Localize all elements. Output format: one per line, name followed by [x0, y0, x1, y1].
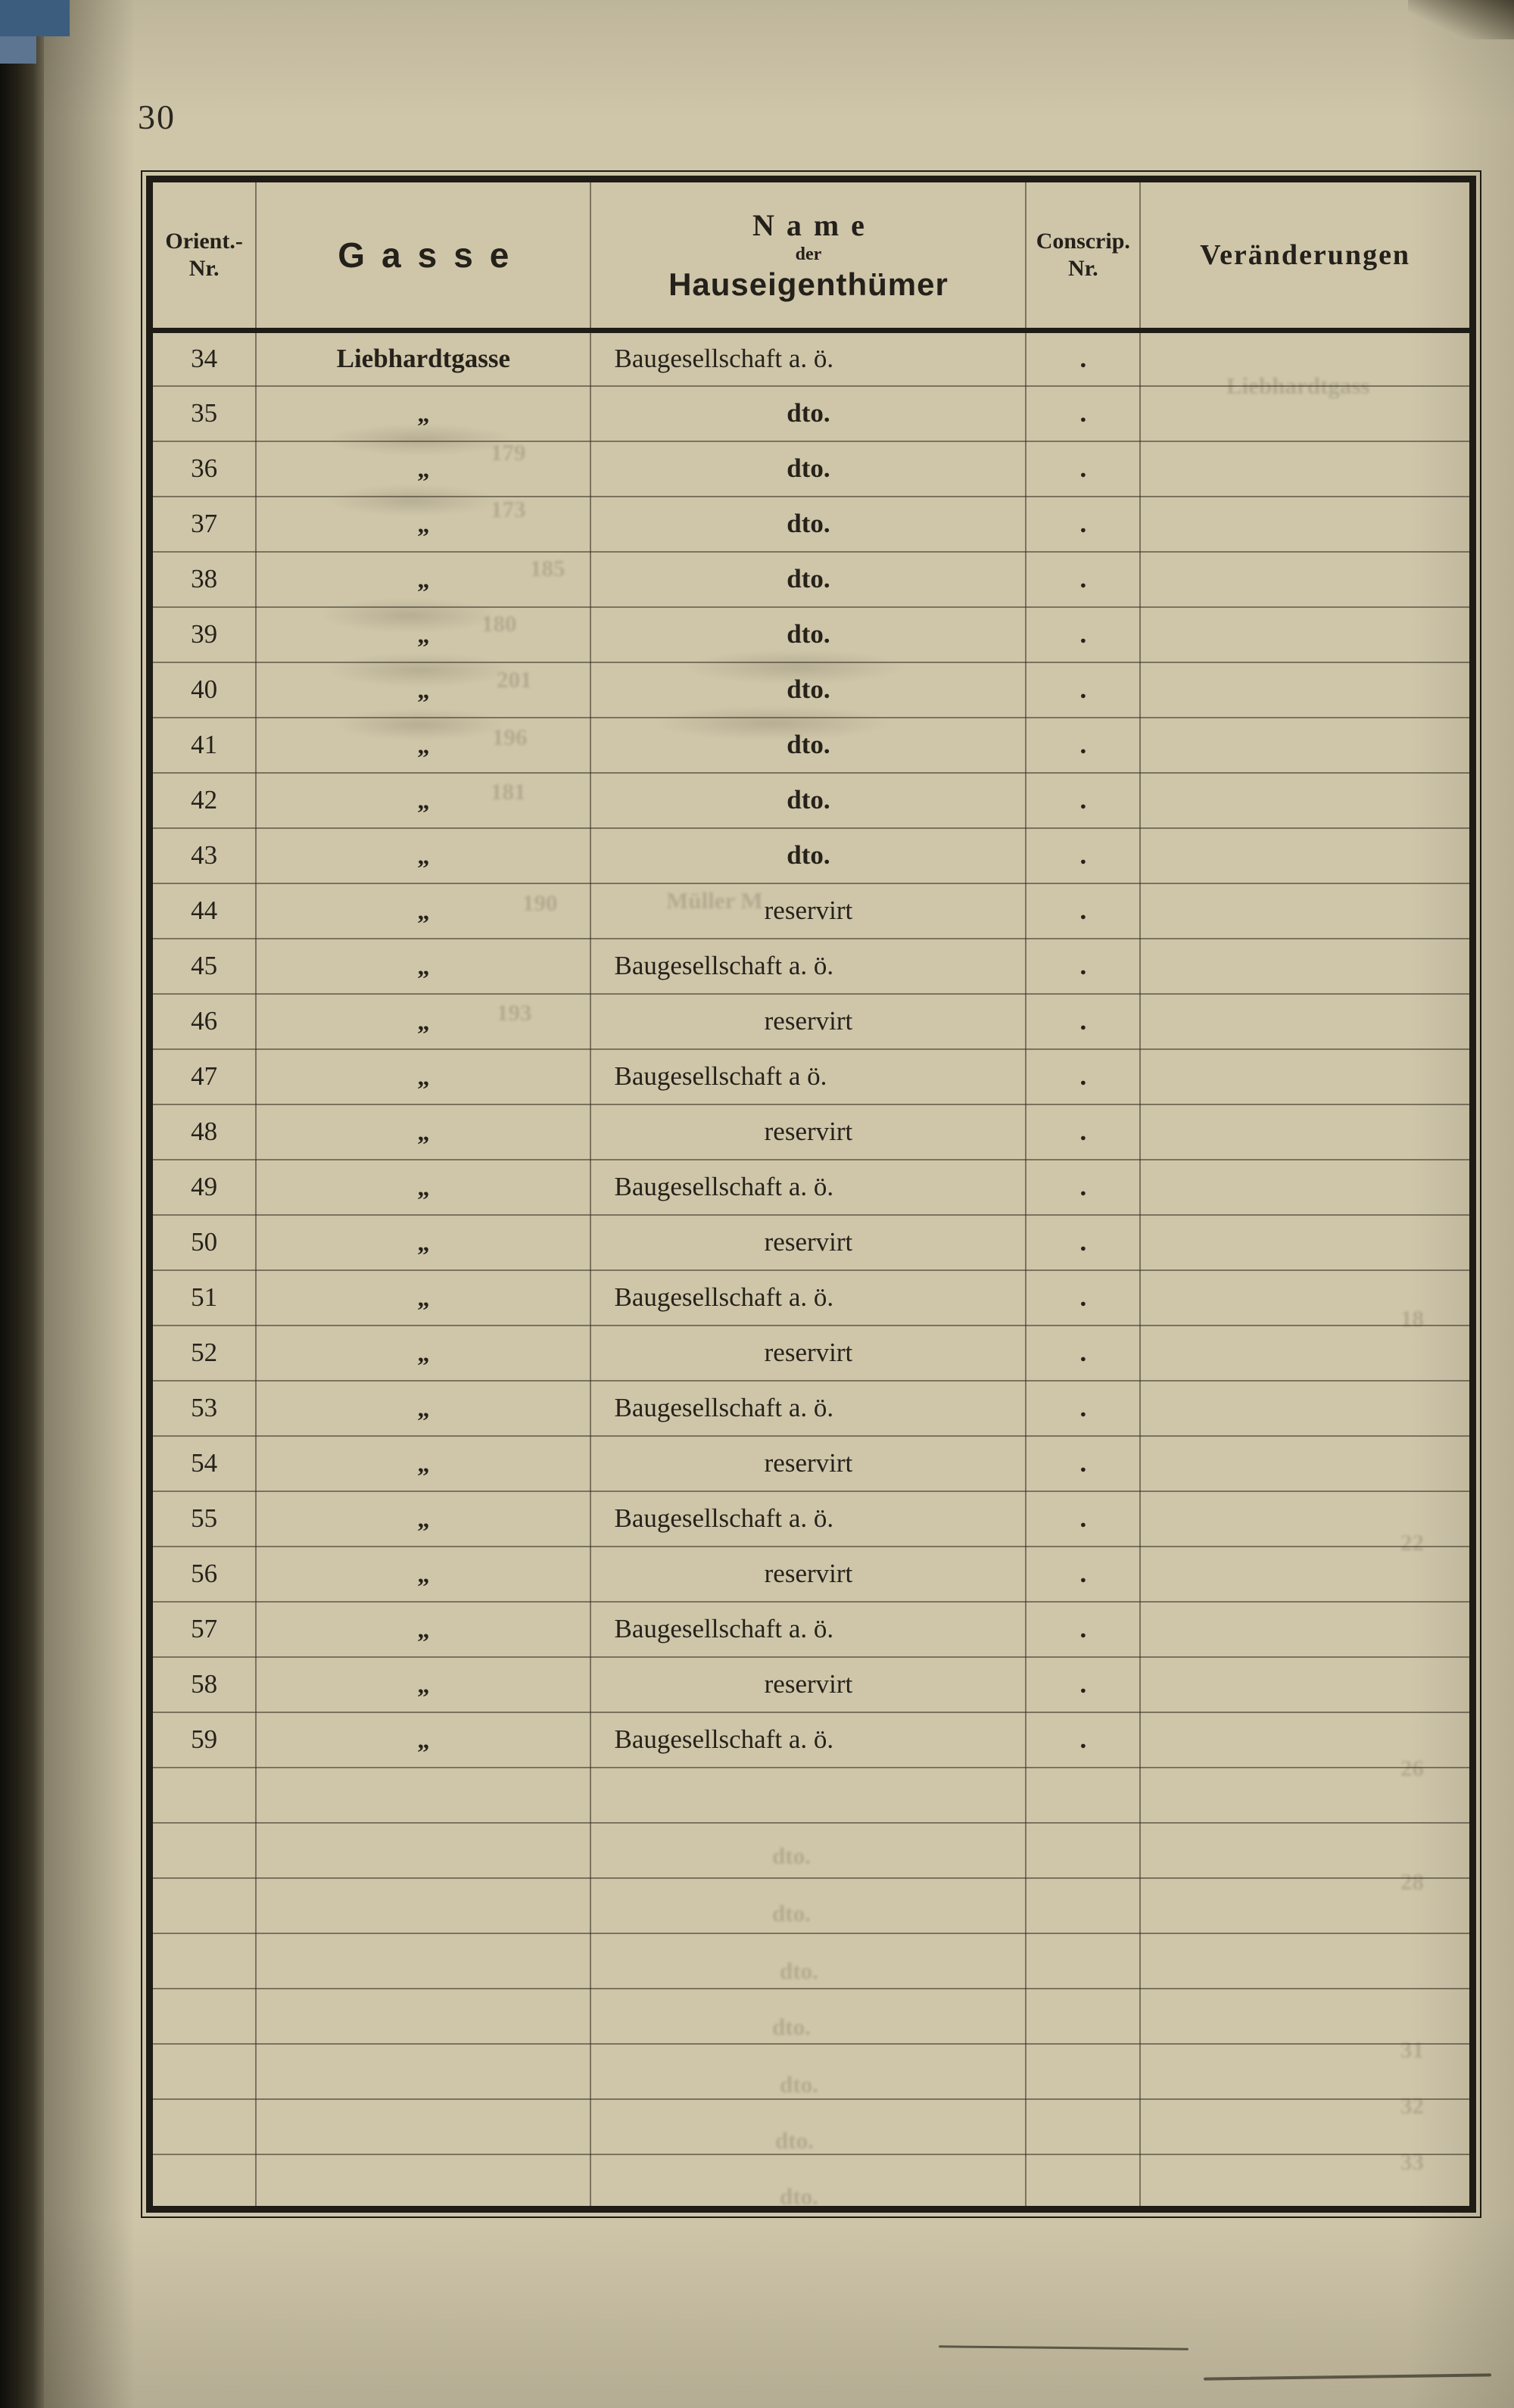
table-row — [150, 1547, 1473, 1602]
cell-gasse: „ — [256, 1547, 590, 1602]
cell-name: dto. — [590, 441, 1026, 497]
cell-name: Baugesellschaft a. ö. — [590, 939, 1026, 994]
table-row — [150, 1602, 1473, 1657]
header-veraenderungen — [1140, 179, 1472, 331]
cell-conscrip: . — [1026, 1491, 1140, 1547]
cell-veraenderungen — [1140, 2154, 1472, 2210]
cell-gasse — [256, 2099, 590, 2154]
cell-gasse: „ — [256, 994, 590, 1049]
cell-orient-nr: 35 — [150, 386, 257, 441]
cell-orient-nr: 40 — [150, 662, 257, 718]
table-row — [150, 1270, 1473, 1325]
cell-conscrip: . — [1026, 828, 1140, 883]
cell-orient-nr: 34 — [150, 331, 257, 386]
cell-veraenderungen — [1140, 1989, 1472, 2044]
cell-name: reservirt — [590, 1104, 1026, 1160]
cell-name: reservirt — [590, 994, 1026, 1049]
bleedthrough-text: 185 — [530, 555, 565, 581]
cell-name — [590, 2154, 1026, 2210]
cell-orient-nr: 55 — [150, 1491, 257, 1547]
cell-veraenderungen — [1140, 607, 1472, 662]
cell-veraenderungen — [1140, 1823, 1472, 1878]
cell-orient-nr: 56 — [150, 1547, 257, 1602]
cell-name: Baugesellschaft a. ö. — [590, 1270, 1026, 1325]
cell-name: dto. — [590, 607, 1026, 662]
cell-conscrip: . — [1026, 1657, 1140, 1712]
cell-veraenderungen — [1140, 1436, 1472, 1491]
cell-orient-nr — [150, 1878, 257, 1933]
cell-gasse: „ — [256, 1215, 590, 1270]
table-row — [150, 1215, 1473, 1270]
header-name-line2: der — [795, 245, 822, 264]
cell-orient-nr: 48 — [150, 1104, 257, 1160]
bleedthrough-text: Liebhardtgass — [1226, 372, 1370, 399]
cell-conscrip: . — [1026, 1547, 1140, 1602]
cell-conscrip: . — [1026, 883, 1140, 939]
header-row — [150, 179, 1473, 331]
cell-conscrip: . — [1026, 1049, 1140, 1104]
cell-veraenderungen — [1140, 939, 1472, 994]
header-gasse — [256, 179, 590, 331]
table-row — [150, 2044, 1473, 2099]
cell-orient-nr: 41 — [150, 718, 257, 773]
table-row — [150, 2154, 1473, 2210]
cell-veraenderungen — [1140, 1049, 1472, 1104]
bleedthrough-text: 173 — [491, 496, 526, 522]
table-body — [150, 331, 1473, 2210]
cell-veraenderungen — [1140, 497, 1472, 552]
cell-name: reservirt — [590, 1325, 1026, 1381]
cell-gasse: „ — [256, 939, 590, 994]
cell-name: reservirt — [590, 1215, 1026, 1270]
cell-gasse: „ — [256, 1712, 590, 1768]
cell-conscrip: . — [1026, 718, 1140, 773]
page-number: 30 — [138, 98, 176, 136]
table-row — [150, 331, 1473, 386]
cell-orient-nr — [150, 2154, 257, 2210]
cell-gasse — [256, 1878, 590, 1933]
table-row — [150, 1381, 1473, 1436]
cell-gasse: „ — [256, 1602, 590, 1657]
cell-conscrip: . — [1026, 441, 1140, 497]
table-row — [150, 939, 1473, 994]
cell-conscrip: . — [1026, 497, 1140, 552]
bleedthrough-text: dto. — [780, 2071, 818, 2098]
cell-orient-nr: 42 — [150, 773, 257, 828]
cell-orient-nr: 52 — [150, 1325, 257, 1381]
cell-veraenderungen — [1140, 1160, 1472, 1215]
cell-orient-nr — [150, 1768, 257, 1823]
cell-veraenderungen — [1140, 1104, 1472, 1160]
cell-orient-nr: 43 — [150, 828, 257, 883]
header-gasse-label: Gasse — [338, 235, 526, 275]
cell-conscrip: . — [1026, 1104, 1140, 1160]
cell-veraenderungen — [1140, 718, 1472, 773]
bleedthrough-text: 18 — [1400, 1305, 1424, 1332]
page-edge-line — [939, 2345, 1188, 2350]
cell-conscrip: . — [1026, 939, 1140, 994]
table-row — [150, 994, 1473, 1049]
bleedthrough-text: 28 — [1400, 1868, 1424, 1895]
cell-conscrip — [1026, 1768, 1140, 1823]
cell-gasse — [256, 1768, 590, 1823]
cell-name — [590, 1823, 1026, 1878]
cell-gasse: „ — [256, 1049, 590, 1104]
bleedthrough-text: 196 — [492, 724, 528, 750]
cell-name: dto. — [590, 662, 1026, 718]
cell-conscrip — [1026, 2154, 1140, 2210]
cell-orient-nr — [150, 2044, 257, 2099]
bleedthrough-text: dto. — [772, 1843, 811, 1869]
bleedthrough-text: 179 — [491, 439, 526, 466]
cell-name — [590, 1768, 1026, 1823]
cell-conscrip: . — [1026, 662, 1140, 718]
cell-veraenderungen — [1140, 1491, 1472, 1547]
cell-orient-nr: 38 — [150, 552, 257, 607]
cell-orient-nr: 37 — [150, 497, 257, 552]
cell-veraenderungen — [1140, 331, 1472, 386]
cell-name: reservirt — [590, 1547, 1026, 1602]
cell-gasse — [256, 1989, 590, 2044]
cell-veraenderungen — [1140, 1602, 1472, 1657]
cell-conscrip: . — [1026, 1381, 1140, 1436]
header-veraenderungen-label: Veränderungen — [1200, 239, 1411, 271]
cell-conscrip: . — [1026, 994, 1140, 1049]
header-name-line1: Name — [752, 208, 877, 242]
header-orient-line2: Nr. — [188, 256, 220, 281]
table-row — [150, 386, 1473, 441]
cell-veraenderungen — [1140, 773, 1472, 828]
table-row — [150, 1657, 1473, 1712]
cell-conscrip — [1026, 1878, 1140, 1933]
cell-conscrip: . — [1026, 1215, 1140, 1270]
header-name-line3: Hauseigenthümer — [668, 266, 949, 302]
table-row — [150, 1160, 1473, 1215]
bleedthrough-text: 201 — [497, 666, 532, 693]
cell-name: reservirt — [590, 883, 1026, 939]
cell-orient-nr: 54 — [150, 1436, 257, 1491]
cell-orient-nr: 45 — [150, 939, 257, 994]
cell-name: dto. — [590, 497, 1026, 552]
cell-veraenderungen — [1140, 994, 1472, 1049]
table-row — [150, 1989, 1473, 2044]
cell-orient-nr: 39 — [150, 607, 257, 662]
table-row — [150, 552, 1473, 607]
cell-name: dto. — [590, 718, 1026, 773]
cell-conscrip: . — [1026, 1270, 1140, 1325]
cell-veraenderungen — [1140, 828, 1472, 883]
bleedthrough-text: 193 — [497, 999, 532, 1026]
cell-veraenderungen — [1140, 1712, 1472, 1768]
cell-veraenderungen — [1140, 883, 1472, 939]
cell-orient-nr: 53 — [150, 1381, 257, 1436]
cell-gasse: „ — [256, 441, 590, 497]
table-row — [150, 773, 1473, 828]
cell-gasse — [256, 1823, 590, 1878]
cell-name: Baugesellschaft a. ö. — [590, 1491, 1026, 1547]
table-row — [150, 1768, 1473, 1823]
cell-conscrip — [1026, 1823, 1140, 1878]
cell-veraenderungen — [1140, 441, 1472, 497]
table-row — [150, 883, 1473, 939]
cell-name: Baugesellschaft a. ö. — [590, 1381, 1026, 1436]
bleedthrough-text: 181 — [491, 778, 526, 805]
cell-name: Baugesellschaft a. ö. — [590, 1712, 1026, 1768]
cell-name — [590, 1933, 1026, 1989]
cell-orient-nr: 57 — [150, 1602, 257, 1657]
cell-veraenderungen — [1140, 1933, 1472, 1989]
page-edge-line — [1204, 2373, 1491, 2380]
cell-gasse: „ — [256, 552, 590, 607]
table-row — [150, 1104, 1473, 1160]
cell-gasse: „ — [256, 1160, 590, 1215]
cell-orient-nr: 46 — [150, 994, 257, 1049]
bleedthrough-text: dto. — [780, 2183, 818, 2210]
cell-gasse: „ — [256, 828, 590, 883]
cell-name: dto. — [590, 773, 1026, 828]
cell-name: dto. — [590, 552, 1026, 607]
cell-orient-nr — [150, 1989, 257, 2044]
bleedthrough-text: 33 — [1400, 2148, 1424, 2175]
cell-veraenderungen — [1140, 386, 1472, 441]
binding-shadow — [44, 0, 135, 2408]
cell-gasse: Liebhardtgasse — [256, 331, 590, 386]
cell-conscrip — [1026, 2044, 1140, 2099]
cell-orient-nr: 51 — [150, 1270, 257, 1325]
table-row — [150, 1325, 1473, 1381]
cell-gasse: „ — [256, 386, 590, 441]
cell-name: Baugesellschaft a. ö. — [590, 1160, 1026, 1215]
cell-conscrip: . — [1026, 1602, 1140, 1657]
bleedthrough-text: 26 — [1400, 1755, 1424, 1781]
cell-gasse: „ — [256, 1270, 590, 1325]
header-conscrip-line1: Conscrip. — [1036, 229, 1130, 254]
table-row — [150, 1491, 1473, 1547]
cell-gasse: „ — [256, 883, 590, 939]
cell-gasse — [256, 2154, 590, 2210]
header-conscrip-line2: Nr. — [1067, 256, 1098, 281]
bleedthrough-text: dto. — [772, 2014, 811, 2040]
table-row — [150, 1823, 1473, 1878]
table-row — [150, 2099, 1473, 2154]
cell-conscrip: . — [1026, 773, 1140, 828]
cell-conscrip: . — [1026, 1712, 1140, 1768]
table-header — [150, 179, 1473, 331]
cell-conscrip — [1026, 1933, 1140, 1989]
cell-gasse: „ — [256, 662, 590, 718]
cell-conscrip: . — [1026, 1160, 1140, 1215]
cell-veraenderungen — [1140, 1657, 1472, 1712]
cell-conscrip — [1026, 1989, 1140, 2044]
cell-name: Baugesellschaft a. ö. — [590, 1602, 1026, 1657]
table-row — [150, 662, 1473, 718]
cell-conscrip: . — [1026, 607, 1140, 662]
cell-orient-nr: 50 — [150, 1215, 257, 1270]
table-row — [150, 718, 1473, 773]
cell-name: Baugesellschaft a. ö. — [590, 331, 1026, 386]
cell-conscrip: . — [1026, 331, 1140, 386]
table-row — [150, 1049, 1473, 1104]
cell-gasse: „ — [256, 1491, 590, 1547]
cell-veraenderungen — [1140, 662, 1472, 718]
header-conscrip — [1026, 179, 1140, 331]
cell-veraenderungen — [1140, 2099, 1472, 2154]
cell-gasse: „ — [256, 1657, 590, 1712]
cell-gasse: „ — [256, 1104, 590, 1160]
table-row — [150, 607, 1473, 662]
cell-veraenderungen — [1140, 1215, 1472, 1270]
bleedthrough-text: dto. — [775, 2127, 814, 2154]
cell-orient-nr: 44 — [150, 883, 257, 939]
page-corner-shade — [1408, 0, 1514, 39]
cell-name: dto. — [590, 386, 1026, 441]
cell-orient-nr — [150, 2099, 257, 2154]
cell-veraenderungen — [1140, 1381, 1472, 1436]
bleedthrough-text: Müller M — [666, 887, 763, 914]
cell-gasse: „ — [256, 1325, 590, 1381]
cell-veraenderungen — [1140, 1325, 1472, 1381]
table-row — [150, 1436, 1473, 1491]
cell-conscrip: . — [1026, 1436, 1140, 1491]
cell-orient-nr — [150, 1933, 257, 1989]
cell-name — [590, 1878, 1026, 1933]
cell-conscrip: . — [1026, 552, 1140, 607]
cell-name — [590, 2099, 1026, 2154]
cell-name: Baugesellschaft a ö. — [590, 1049, 1026, 1104]
cell-name: reservirt — [590, 1657, 1026, 1712]
cell-orient-nr: 47 — [150, 1049, 257, 1104]
cell-gasse: „ — [256, 773, 590, 828]
cell-orient-nr — [150, 1823, 257, 1878]
cell-veraenderungen — [1140, 2044, 1472, 2099]
table-row — [150, 1712, 1473, 1768]
cell-orient-nr: 58 — [150, 1657, 257, 1712]
table-row — [150, 1933, 1473, 1989]
cell-name — [590, 2044, 1026, 2099]
cell-name: dto. — [590, 828, 1026, 883]
table-row — [150, 497, 1473, 552]
cell-veraenderungen — [1140, 1878, 1472, 1933]
cell-gasse — [256, 1933, 590, 1989]
cell-name — [590, 1989, 1026, 2044]
header-orient-line1: Orient.- — [165, 229, 243, 254]
cell-veraenderungen — [1140, 552, 1472, 607]
bleedthrough-text: 31 — [1400, 2036, 1424, 2063]
cell-gasse: „ — [256, 1381, 590, 1436]
bleedthrough-text: 32 — [1400, 2092, 1424, 2119]
cover-corner-blue-lower — [0, 36, 36, 64]
cover-corner-blue — [0, 0, 70, 36]
cell-gasse: „ — [256, 497, 590, 552]
cell-orient-nr: 59 — [150, 1712, 257, 1768]
cell-gasse: „ — [256, 1436, 590, 1491]
bleedthrough-text: 22 — [1400, 1529, 1424, 1556]
cell-gasse: „ — [256, 607, 590, 662]
cell-conscrip: . — [1026, 386, 1140, 441]
bleedthrough-text: dto. — [780, 1958, 818, 1984]
table-row — [150, 828, 1473, 883]
cell-name: reservirt — [590, 1436, 1026, 1491]
cell-veraenderungen — [1140, 1270, 1472, 1325]
table-row — [150, 441, 1473, 497]
house-register-table — [146, 176, 1476, 2213]
cell-orient-nr: 36 — [150, 441, 257, 497]
cell-veraenderungen — [1140, 1768, 1472, 1823]
header-name — [590, 179, 1026, 331]
book-binding — [0, 0, 44, 2408]
bleedthrough-text: dto. — [772, 1900, 811, 1927]
bleedthrough-text: 190 — [522, 889, 558, 916]
table-row — [150, 1878, 1473, 1933]
cell-gasse: „ — [256, 718, 590, 773]
cell-conscrip — [1026, 2099, 1140, 2154]
cell-veraenderungen — [1140, 1547, 1472, 1602]
cell-orient-nr: 49 — [150, 1160, 257, 1215]
cell-conscrip: . — [1026, 1325, 1140, 1381]
header-orient-nr — [150, 179, 257, 331]
bleedthrough-text: 180 — [481, 610, 517, 637]
cell-gasse — [256, 2044, 590, 2099]
